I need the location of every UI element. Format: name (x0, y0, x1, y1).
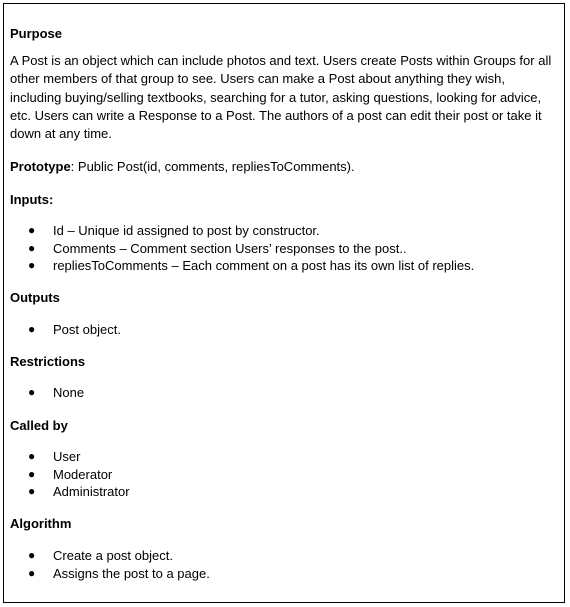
prototype-value: : Public Post(id, comments, repliesToComments). (70, 159, 355, 174)
list-item: ● Post object. (28, 322, 121, 337)
list-item: ● Assigns the post to a page. (28, 565, 210, 581)
inputs-heading: Inputs: (10, 192, 54, 207)
list-item: ● Moderator (28, 466, 113, 482)
document-box (3, 3, 565, 603)
bullet-icon: ● (28, 258, 36, 272)
inputs-list (28, 222, 474, 275)
bullet-icon: ● (28, 449, 36, 463)
restrictions-list (28, 384, 84, 402)
bullet-icon: ● (28, 322, 36, 336)
called-by-list (28, 448, 130, 501)
list-item: ● repliesToComments – Each comment on a post has its own list of replies. (28, 258, 475, 273)
list-item: ● None (28, 385, 85, 400)
called-by-heading: Called by (10, 418, 68, 433)
bullet-icon: ● (28, 565, 36, 580)
algorithm-heading: Algorithm (10, 516, 72, 531)
bullet-icon: ● (28, 484, 36, 498)
bullet-icon: ● (28, 548, 36, 562)
bullet-icon: ● (28, 385, 36, 399)
algorithm-list (28, 547, 210, 582)
bullet-icon: ● (28, 223, 36, 237)
outputs-heading: Outputs (10, 290, 60, 305)
list-item: ● Id – Unique id assigned to post by constructor. (28, 223, 320, 238)
list-item: ● User (28, 449, 81, 464)
restrictions-heading: Restrictions (10, 354, 86, 369)
prototype-line (10, 159, 355, 175)
bullet-icon: ● (28, 240, 36, 255)
purpose-body: A Post is an object which can include photos and text. Users create Posts within Groups for all other members of that group to see. Users can make a Post about anything they wish, including buying/selling textbooks, searching for a tutor, asking questions, looking for advice, etc. Users can write a Response to a Post. The authors of a post can edit their post or take it down at any time. (10, 53, 552, 142)
prototype-label: Prototype (10, 159, 71, 174)
list-item: ● Comments – Comment section Users’ responses to the post.. (28, 240, 407, 256)
list-item: ● Create a post object. (28, 548, 173, 563)
list-item: ● Administrator (28, 484, 130, 499)
purpose-heading: Purpose (10, 26, 63, 41)
outputs-list (28, 321, 121, 339)
bullet-icon: ● (28, 466, 36, 481)
